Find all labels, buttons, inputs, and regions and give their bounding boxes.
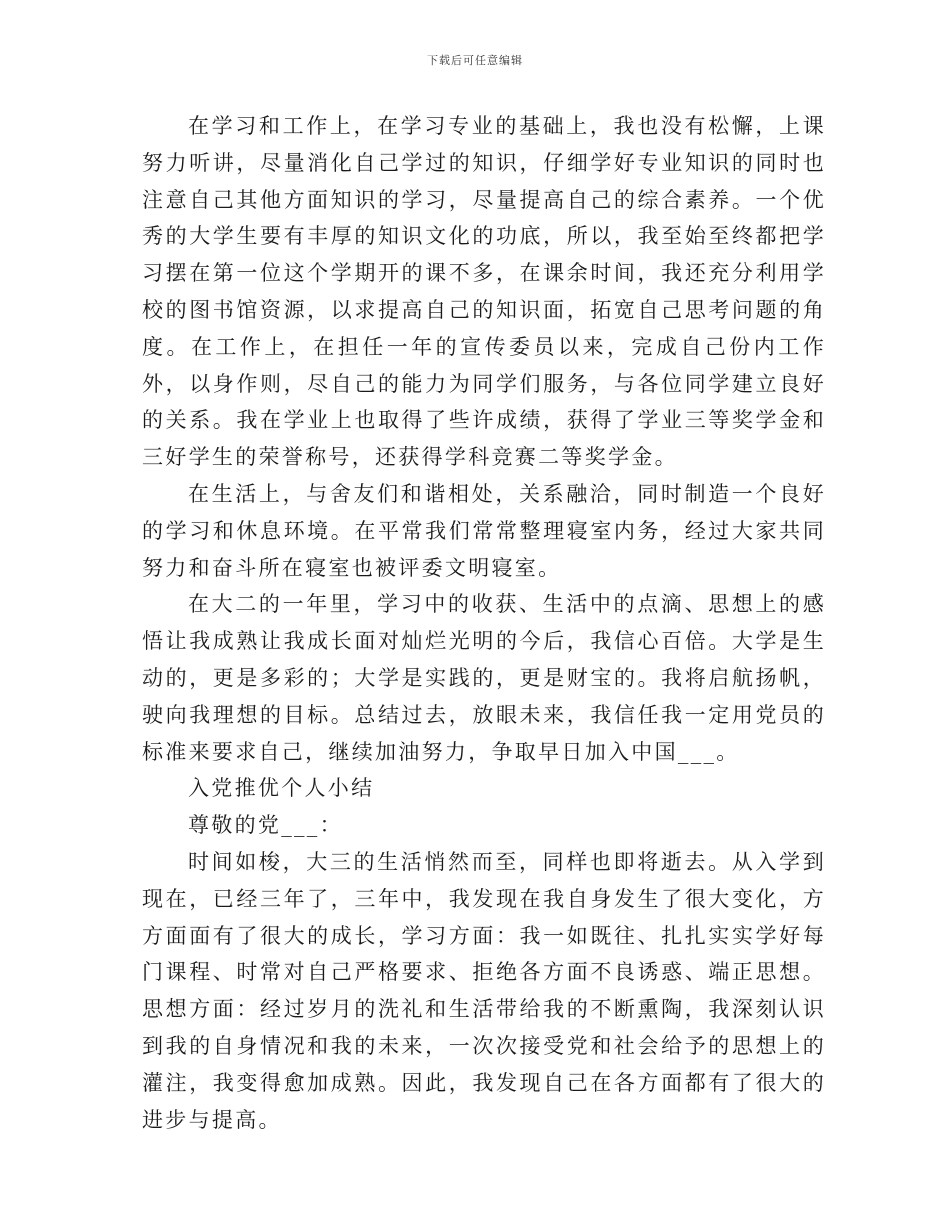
header-note: 下载后可任意编辑 [427, 54, 523, 67]
paragraph-junior-year: 时间如梭，大三的生活悄然而至，同样也即将逝去。从入学到现在，已经三年了，三年中，我发现在我自身发生了很大变化，方方面面有了很大的成长，学习方面：我一如既往、扎扎实实学好每门课程、时常对自己严格要求、拒绝各方面不良诱惑、端正思想。思想方面：经过岁月的洗礼和生活带给我的不断熏陶，我深刻认识到我的自身情况和我的未来，一次次接受党和社会给予的思想上的灌注，我变得愈加成熟。因此，我发现自己在各方面都有了很大的进步与提高。 [142, 849, 826, 1132]
paragraph-study-work: 在学习和工作上，在学习专业的基础上，我也没有松懈，上课努力听讲，尽量消化自己学过的知识，仔细学好专业知识的同时也注意自己其他方面知识的学习，尽量提高自己的综合素养。一个优秀的大学生要有丰厚的知识文化的功底，所以，我至始至终都把学习摆在第一位这个学期开的课不多，在课余时间，我还充分利用学校的图书馆资源，以求提高自己的知识面，拓宽自己思考问题的角度。在工作上，在担任一年的宣传委员以来，完成自己份内工作外，以身作则，尽自己的能力为同学们服务，与各位同学建立良好的关系。我在学业上也取得了些许成绩，获得了学业三等奖学金和三好学生的荣誉称号，还获得学科竞赛二等奖学金。 [142, 114, 826, 470]
body-text [142, 108, 826, 1138]
salutation: 尊敬的党___： [188, 813, 343, 838]
paragraph-life: 在生活上，与舍友们和谐相处，关系融洽，同时制造一个良好的学习和休息环境。在平常我们常常整理寝室内务，经过大家共同努力和奋斗所在寝室也被评委文明寝室。 [142, 481, 826, 580]
section-title: 入党推优个人小结 [188, 776, 375, 801]
paragraph-sophomore-year: 在大二的一年里，学习中的收获、生活中的点滴、思想上的感悟让我成熟让我成长面对灿烂光明的今后，我信心百倍。大学是生动的，更是多彩的；大学是实践的，更是财宝的。我将启航扬帆，驶向我理想的目标。总结过去，放眼未来，我信任我一定用党员的标准来要求自己，继续加油努力，争取早日加入中国___。 [142, 592, 826, 764]
